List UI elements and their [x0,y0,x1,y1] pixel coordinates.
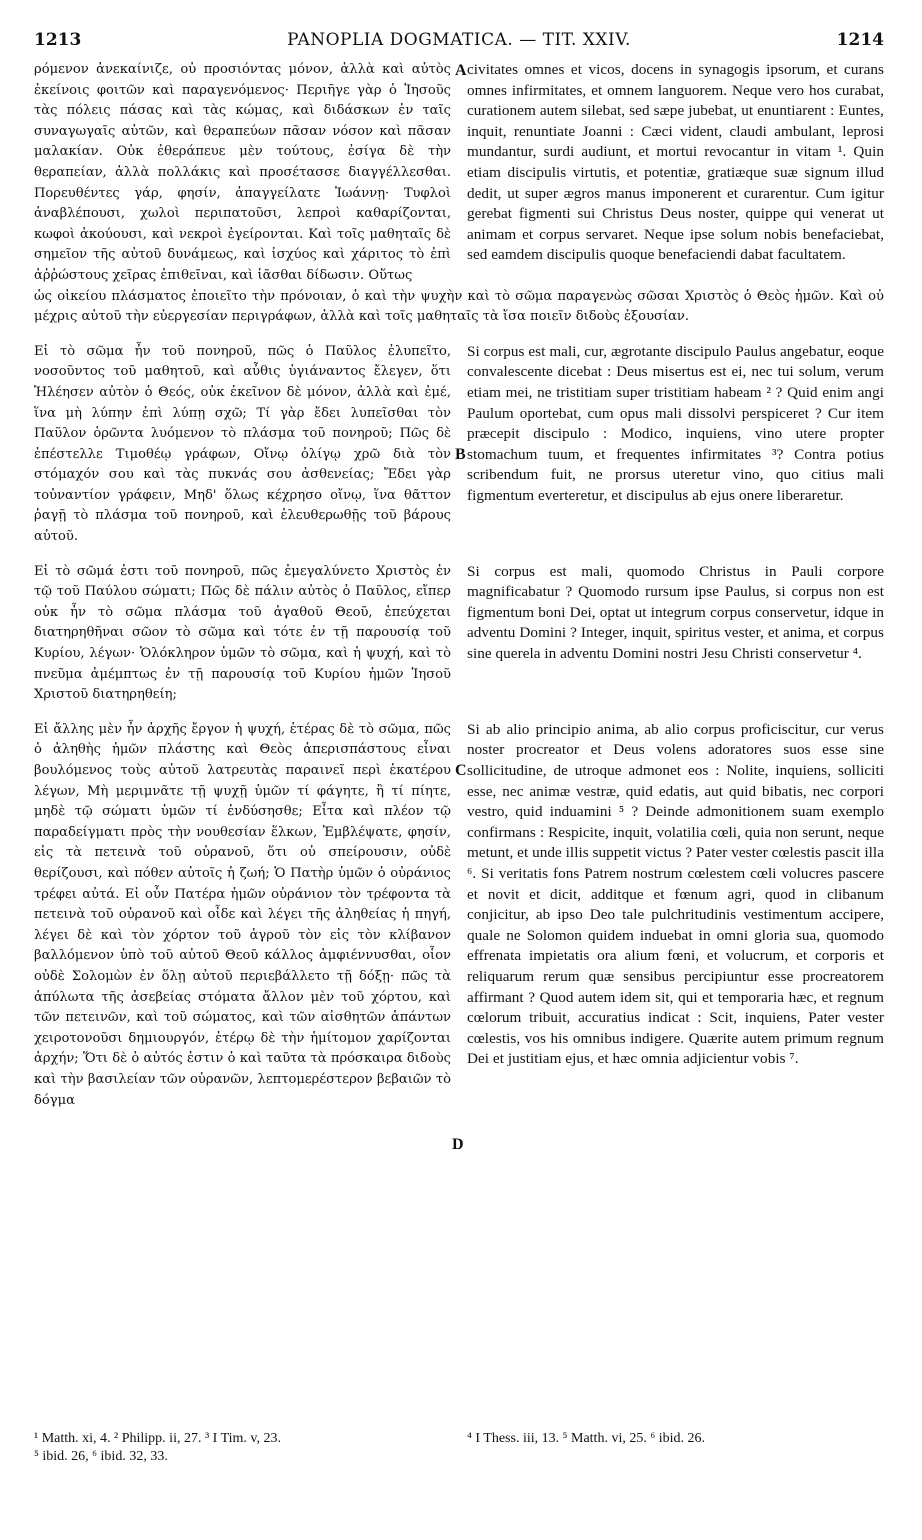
greek-fullwidth-paragraph: ὡς οἰκείου πλάσματος ἐποιεῖτο τὴν πρόνοιαν, ὁ καὶ τὴν ψυχὴν καὶ τὸ σῶμα παραγενὼς σῶσαι Χριστὸς ὁ Θεὸς ἡμῶν. Καὶ οὐ μέχρις αὐτοῦ τὴν εὐεργεσίαν περιγράφων, ἀλλὰ καὶ τοῖς μαθηταῖς τὰ ἴσα ποιεῖν διδοὺς ἐξουσίαν. [34,288,884,325]
section-marker-d: D [452,1136,464,1153]
footnotes-right [467,1430,884,1466]
greek-column: ρόμενον ἀνεκαίνιζε, οὐ προσιόντας μόνον, ἀλλὰ καὶ αὐτὸς ἐκείνοις φοιτῶν καὶ παραγενόμενος· Περιῆγε γὰρ ὁ Ἰησοῦς τὰς πόλεις πάσας καὶ τὰς κώμας, καὶ διδάσκων ἐν ταῖς συναγωγαῖς αὐτῶν, καὶ θεραπεύων πᾶσαν νόσον καὶ πᾶσαν μαλακίαν. Οὐκ ἐθεράπευε μὲν τούτους, ἐσίγα δὲ τὴν θεραπείαν, ἀλλὰ πολλάκις καὶ προσέτασσε διαγγέλλεσθαι. Πορευθέντες γάρ, φησίν, ἀπαγγείλατε Ἰωάννῃ· Τυφλοὶ ἀναβλέπουσι, χωλοὶ περιπατοῦσι, λεπροὶ καθαρίζονται, κωφοὶ ἀκούουσι, καὶ νεκροὶ ἐγείρονται. Καὶ τοῖς μαθηταῖς δὲ σημεῖον τῆς αὐτοῦ δυνάμεως, καὶ ἰσχύος καὶ χάριτος τὸ ἐπὶ ἀῤῥώστους χεῖρας ἐπιθεῖναι, καὶ ἰᾶσθαι δίδωσιν. Οὕτως [34,62,451,283]
parallel-section-1 [34,60,884,287]
section-marker-b: B [455,446,466,463]
greek-column: Εἰ ἄλλης μὲν ἦν ἀρχῆς ἔργον ἡ ψυχή, ἑτέρας δὲ τὸ σῶμα, πῶς ὁ ἀληθὴς ἡμῶν πλάστης καὶ Θεὸς ἀπερισπάστους εἶναι βουλόμενος τοὺς αὐτοῦ λατρευτὰς παραινεῖ περὶ ἑκατέρου λέγων, Μὴ μεριμνᾶτε τῇ ψυχῇ ὑμῶν τί φάγητε, ἢ τί πίητε, μηδὲ τῷ σώματι ὑμῶν τί ἐνδύσησθε; Εἶτα καὶ πλέον τῷ παραδείγματι πρὸς τὴν νουθεσίαν ἕλκων, Ἐμβλέψατε, φησίν, εἰς τὰ πετεινὰ τοῦ οὐρανοῦ, ὅτι οὐ σπείρουσιν, οὐδὲ θερίζουσι, καὶ πόθεν αὐτοῖς ἡ ζωή; Ὁ Πατὴρ ὑμῶν ὁ οὐράνιος τρέφει αὐτά. Εἰ οὖν Πατέρα ἡμῶν οὐράνιον τὸν τρέφοντα τὰ πετεινὰ τοῦ οὐρανοῦ καὶ οἶδε καὶ λέγει τῆς ἀληθείας ἡ πηγή, λέγει δὲ καὶ τὸν χόρτον τοῦ ἀγροῦ τὸν εἰς τὸν κλίβανον βαλλόμενον ὑπὸ τοῦ αὐτοῦ Θεοῦ κάλλος ἀμφιέννυσθαι, οἷον οὐδὲ Σολομὼν ἐν ὅλῃ αὐτοῦ περιεβάλλετο τῇ δόξῃ· πῶς τὰ ἀπύλωτα τῆς ἀσεβείας στόματα ἄλλον μὲν τοῦ χόρτου, καὶ τῶν πετεινῶν, καὶ τοῦ σώματος, καὶ τῶν αἰσθητῶν ἁπάντων χειροτονοῦσι δημιουργόν, ἑτέρῳ δὲ τὴν ἡμίτομον χαρίζονται ἀρχήν; Ὅτι δὲ ὁ αὐτός ἐστιν ὁ καὶ ταῦτα τὰ πρόσκαιρα διδοὺς καὶ τὴν βασιλείαν τῶν οὐρανῶν, λεπτομερέστερον βεβαιῶν τὸ δόγμα [34,721,451,1108]
footnotes-left [34,1430,451,1466]
latin-column: Si corpus est mali, cur, ægrotante discipulo Paulus angebatur, eoque convalescente dicebat : Deus misertus est ei, nec tui solum, verum etiam mei, ne tristitiam super tristitiam habeam ² ? Quid enim angi Paulum oportebat, cum opus mali dissolvi perspiceret ? Cur item præcepit discipulo : Modico, inquiens, vino utere propter stomachum tuum, et frequentes infirmitates ³? Contra potius scribendum fuit, ne prorsus uteretur vino, quo citius mali figmentum everteretur, et discipulus ab ejus onere liberaretur. [467,342,884,504]
parallel-section-2 [34,342,884,548]
page-number-left: 1213 [34,30,82,50]
parallel-section-3 [34,562,884,706]
greek-column: Εἰ τὸ σῶμά ἐστι τοῦ πονηροῦ, πῶς ἐμεγαλύνετο Χριστὸς ἐν τῷ τοῦ Παύλου σώματι; Πῶς δὲ πάλιν αὐτὸς ὁ Παῦλος, εἴπερ οὐκ ἦν τὸ σῶμα πλάσμα τοῦ ἀγαθοῦ Θεοῦ, ἐπεύχεται διατηρηθῆναι σῶον τὸ σῶμα καὶ τότε ἐν τῇ παρουσίᾳ τοῦ Κυρίου, λέγων· Ὁλόκληρον ὑμῶν τὸ σῶμα, καὶ ἡ ψυχή, καὶ τὸ πνεῦμα ἀμέμπτως ἐν τῇ παρουσίᾳ τοῦ Κυρίου ἡμῶν Ἰησοῦ Χριστοῦ διατηρηθείη; [34,563,451,703]
footnote-line: ¹ Matth. xi, 4. ² Philipp. ii, 27. ³ I Tim. v, 23. [34,1431,281,1446]
footnotes [34,1430,884,1466]
footnote-line: ⁵ ibid. 26, ⁶ ibid. 32, 33. [34,1449,168,1464]
section-marker-a: A [455,62,467,79]
latin-column: Si ab alio principio anima, ab alio corpus proficiscitur, cur verus noster procreator et Deus volens adoratores suos esse sine sollicitudine, de utroque admonet eos : Nolite, inquiens, solliciti esse, nec animæ vestræ, quid edatis, aut quid bibatis, nec corpori vestro, quid induamini ⁵ ? Deinde admonitionem suam exemplo confirmans : Respicite, inquit, volatilia cœli, quia non serunt, neque metunt, et unde illis suppetit victus ? Pater vester cœlestis pascit illa ⁶. Si veritatis fons Patrem nostrum cœlestem cœli volucres pascere et novit et dicit, additque et fœnum agri, quod in clibanum conjicitur, ab ipso Deo tale pulchritudinis vestimentum accipere, quale ne Solomon quidem induebat in omni gloria sua, quomodo effrenata impietatis ora alium fœni, et volucrum, et corporis et reliquarum rerum quæ sensibus percipiuntur esse procreatorem affirmant ? Quod autem idem sit, qui et temporaria hæc, et regnum cœlorum tribuit, accuratius indicat : Scit, inquiens, Pater vester cœlestis, vos his omnibus indigere. Quærite autem primum regnum Dei et justitiam ejus, et hæc omnia adjicientur vobis ⁷. [467,720,884,1068]
running-title: PANOPLIA DOGMATICA. — TIT. XXIV. [287,30,631,50]
text-body [34,60,884,1111]
latin-column: Si corpus est mali, quomodo Christus in Pauli corpore magnificabatur ? Quomodo rursum ipse Paulus, si corpus non est figmentum boni Dei, optat ut integrum corpus conservetur, idque in adventu Domini ? Integer, inquit, spiritus vester, et anima, et corpus sine querela in adventu Domini nostri Jesu Christi conservetur ⁴. [467,562,884,663]
running-header [34,30,884,60]
page-number-right: 1214 [836,30,884,50]
footnote-line: ⁴ I Thess. iii, 13. ⁵ Matth. vi, 25. ⁶ ibid. 26. [467,1431,705,1446]
section-marker-c: C [455,762,467,779]
greek-column: Εἰ τὸ σῶμα ἦν τοῦ πονηροῦ, πῶς ὁ Παῦλος ἐλυπεῖτο, νοσοῦντος τοῦ μαθητοῦ, καὶ αὖθις ὑγιάναντος ἔλεγεν, ὅτι Ἠλέησεν αὐτὸν ὁ Θεός, οὐκ ἐκεῖνον δὲ μόνον, ἀλλὰ καὶ ἐμέ, ἵνα μὴ λύπην ἐπὶ λύπῃ σχῶ; Τί γὰρ ἔδει λυπεῖσθαι τὸν Παῦλον ὁρῶντα λυόμενον τὸ πλάσμα τοῦ πονηροῦ; Πῶς δὲ ἐπέστελλε Τιμοθέῳ γράφων, Οἴνῳ ὀλίγῳ χρῶ διὰ τὸν στόμαχόν σου καὶ τὰς πυκνάς σου ἀσθενείας; Ἔδει γὰρ τοὐναντίον γράφειν, Μηδ' ὅλως κέχρησο οἴνῳ, ἵνα θᾶττον ῥαγῇ τὸ πλάσμα τοῦ πονηροῦ, καὶ ἐλευθερωθῇς τοῦ βάρους αὐτοῦ. [34,343,451,545]
latin-column: civitates omnes et vicos, docens in synagogis ipsorum, et curans omnes infirmitates, et omnem languorem. Neque vero hos curabat, curationem autem silebat, sed sæpe jubebat, ut enuntiarent : Euntes, inquit, renuntiate Joanni : Cæci vident, claudi ambulant, leprosi mundantur, surdi audiunt, et mortui revocantur in vitam ¹. Quin etiam discipulis virtutis, et potentiæ, gratiæque suæ signum illud dedit, ut super ægros manus imponerent et curarentur. Cum igitur gerebat figmenti sui Christus Deus noster, quippe qui venerat ut animam et corpus servaret. Neque ipse solum nobis benefaciebat, sed eamdem discipulis quoque benefaciendi dabat facultatem. [467,61,884,264]
